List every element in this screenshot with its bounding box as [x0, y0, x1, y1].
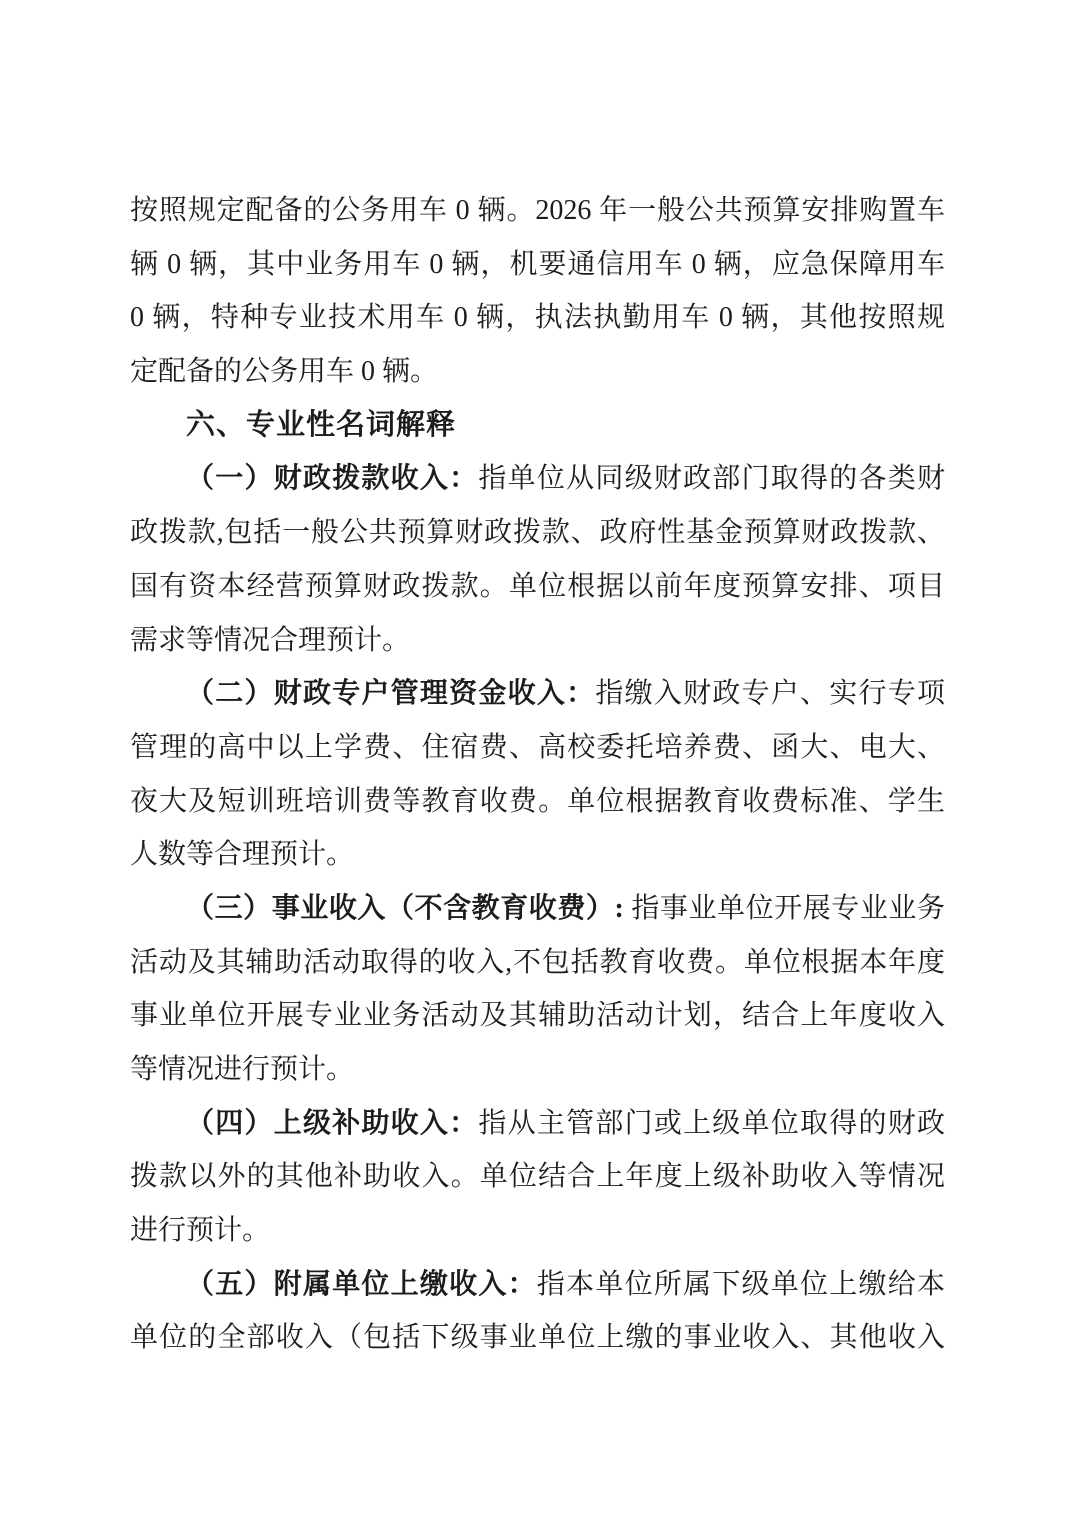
text-block	[130, 184, 945, 1365]
term-label: （五）附属单位上缴收入：	[186, 1268, 537, 1300]
section-heading-terms	[130, 399, 945, 453]
term-4-superior-subsidy-income-line-3	[130, 1204, 945, 1258]
term-5-subordinate-unit-remittance-income-line-2	[130, 1311, 945, 1365]
line-text: 0 辆，特种专业技术用车 0 辆，执法执勤用车 0 辆，其他按照规	[130, 302, 945, 334]
term-5-subordinate-unit-remittance-income	[130, 1258, 945, 1365]
term-3-operational-income-line-4	[130, 1043, 945, 1097]
term-2-special-fiscal-account-income-line-4	[130, 828, 945, 882]
term-2-special-fiscal-account-income	[130, 667, 945, 882]
line-text: 辆 0 辆，其中业务用车 0 辆，机要通信用车 0 辆，应急保障用车	[130, 248, 945, 280]
section-heading-terms-line-1	[130, 399, 945, 453]
term-label: （四）上级补助收入：	[186, 1107, 479, 1139]
term-1-fiscal-appropriation-income	[130, 452, 945, 667]
line-text: 夜大及短训班培训费等教育收费。单位根据教育收费标准、学生	[130, 785, 945, 817]
line-text: 国有资本经营预算财政拨款。单位根据以前年度预算安排、项目	[130, 570, 945, 602]
term-4-superior-subsidy-income-line-1	[130, 1097, 945, 1151]
line-text: 政拨款,包括一般公共预算财政拨款、政府性基金预算财政拨款、	[130, 517, 945, 549]
term-1-fiscal-appropriation-income-line-3	[130, 560, 945, 614]
line-text: 拨款以外的其他补助收入。单位结合上年度上级补助收入等情况	[130, 1161, 945, 1193]
para-vehicles-continuation	[130, 184, 945, 399]
term-4-superior-subsidy-income-line-2	[130, 1150, 945, 1204]
term-label: （二）财政专户管理资金收入：	[186, 678, 596, 710]
term-2-special-fiscal-account-income-line-1	[130, 667, 945, 721]
term-3-operational-income-line-3	[130, 989, 945, 1043]
term-3-operational-income-line-1	[130, 882, 945, 936]
term-label: （三）事业收入（不含教育收费）:	[186, 892, 624, 924]
term-4-superior-subsidy-income	[130, 1097, 945, 1258]
para-vehicles-continuation-line-3	[130, 291, 945, 345]
line-text: 定配备的公务用车 0 辆。	[130, 356, 439, 388]
para-vehicles-continuation-line-4	[130, 345, 945, 399]
term-2-special-fiscal-account-income-line-3	[130, 775, 945, 829]
term-3-operational-income	[130, 882, 945, 1097]
term-3-operational-income-line-2	[130, 936, 945, 990]
line-text: 进行预计。	[130, 1215, 271, 1247]
line-text: 指从主管部门或上级单位取得的财政	[478, 1107, 945, 1139]
line-text: 指单位从同级财政部门取得的各类财	[478, 463, 945, 495]
line-text: 指本单位所属下级单位上缴给本	[536, 1268, 945, 1300]
term-2-special-fiscal-account-income-line-2	[130, 721, 945, 775]
term-5-subordinate-unit-remittance-income-line-1	[130, 1258, 945, 1312]
line-text: 按照规定配备的公务用车 0 辆。2026 年一般公共预算安排购置车	[130, 195, 945, 226]
para-vehicles-continuation-line-1	[130, 184, 945, 238]
line-text: 管理的高中以上学费、住宿费、高校委托培养费、函大、电大、	[130, 731, 945, 763]
para-vehicles-continuation-line-2	[130, 238, 945, 292]
line-text: 六、专业性名词解释	[186, 408, 457, 441]
line-text: 人数等合理预计。	[130, 839, 355, 871]
line-text: 需求等情况合理预计。	[130, 624, 411, 656]
line-text: 活动及其辅助活动取得的收入,不包括教育收费。单位根据本年度	[130, 946, 945, 978]
line-text: 指事业单位开展专业业务	[623, 892, 945, 924]
term-1-fiscal-appropriation-income-line-4	[130, 614, 945, 668]
term-1-fiscal-appropriation-income-line-1	[130, 452, 945, 506]
line-text: 单位的全部收入（包括下级事业单位上缴的事业收入、其他收入	[130, 1322, 945, 1354]
line-text: 指缴入财政专户、实行专项	[595, 678, 945, 710]
line-text: 事业单位开展专业业务活动及其辅助活动计划，结合上年度收入	[130, 1000, 945, 1032]
term-label: （一）财政拨款收入：	[186, 463, 479, 495]
line-text: 等情况进行预计。	[130, 1054, 355, 1085]
term-1-fiscal-appropriation-income-line-2	[130, 506, 945, 560]
